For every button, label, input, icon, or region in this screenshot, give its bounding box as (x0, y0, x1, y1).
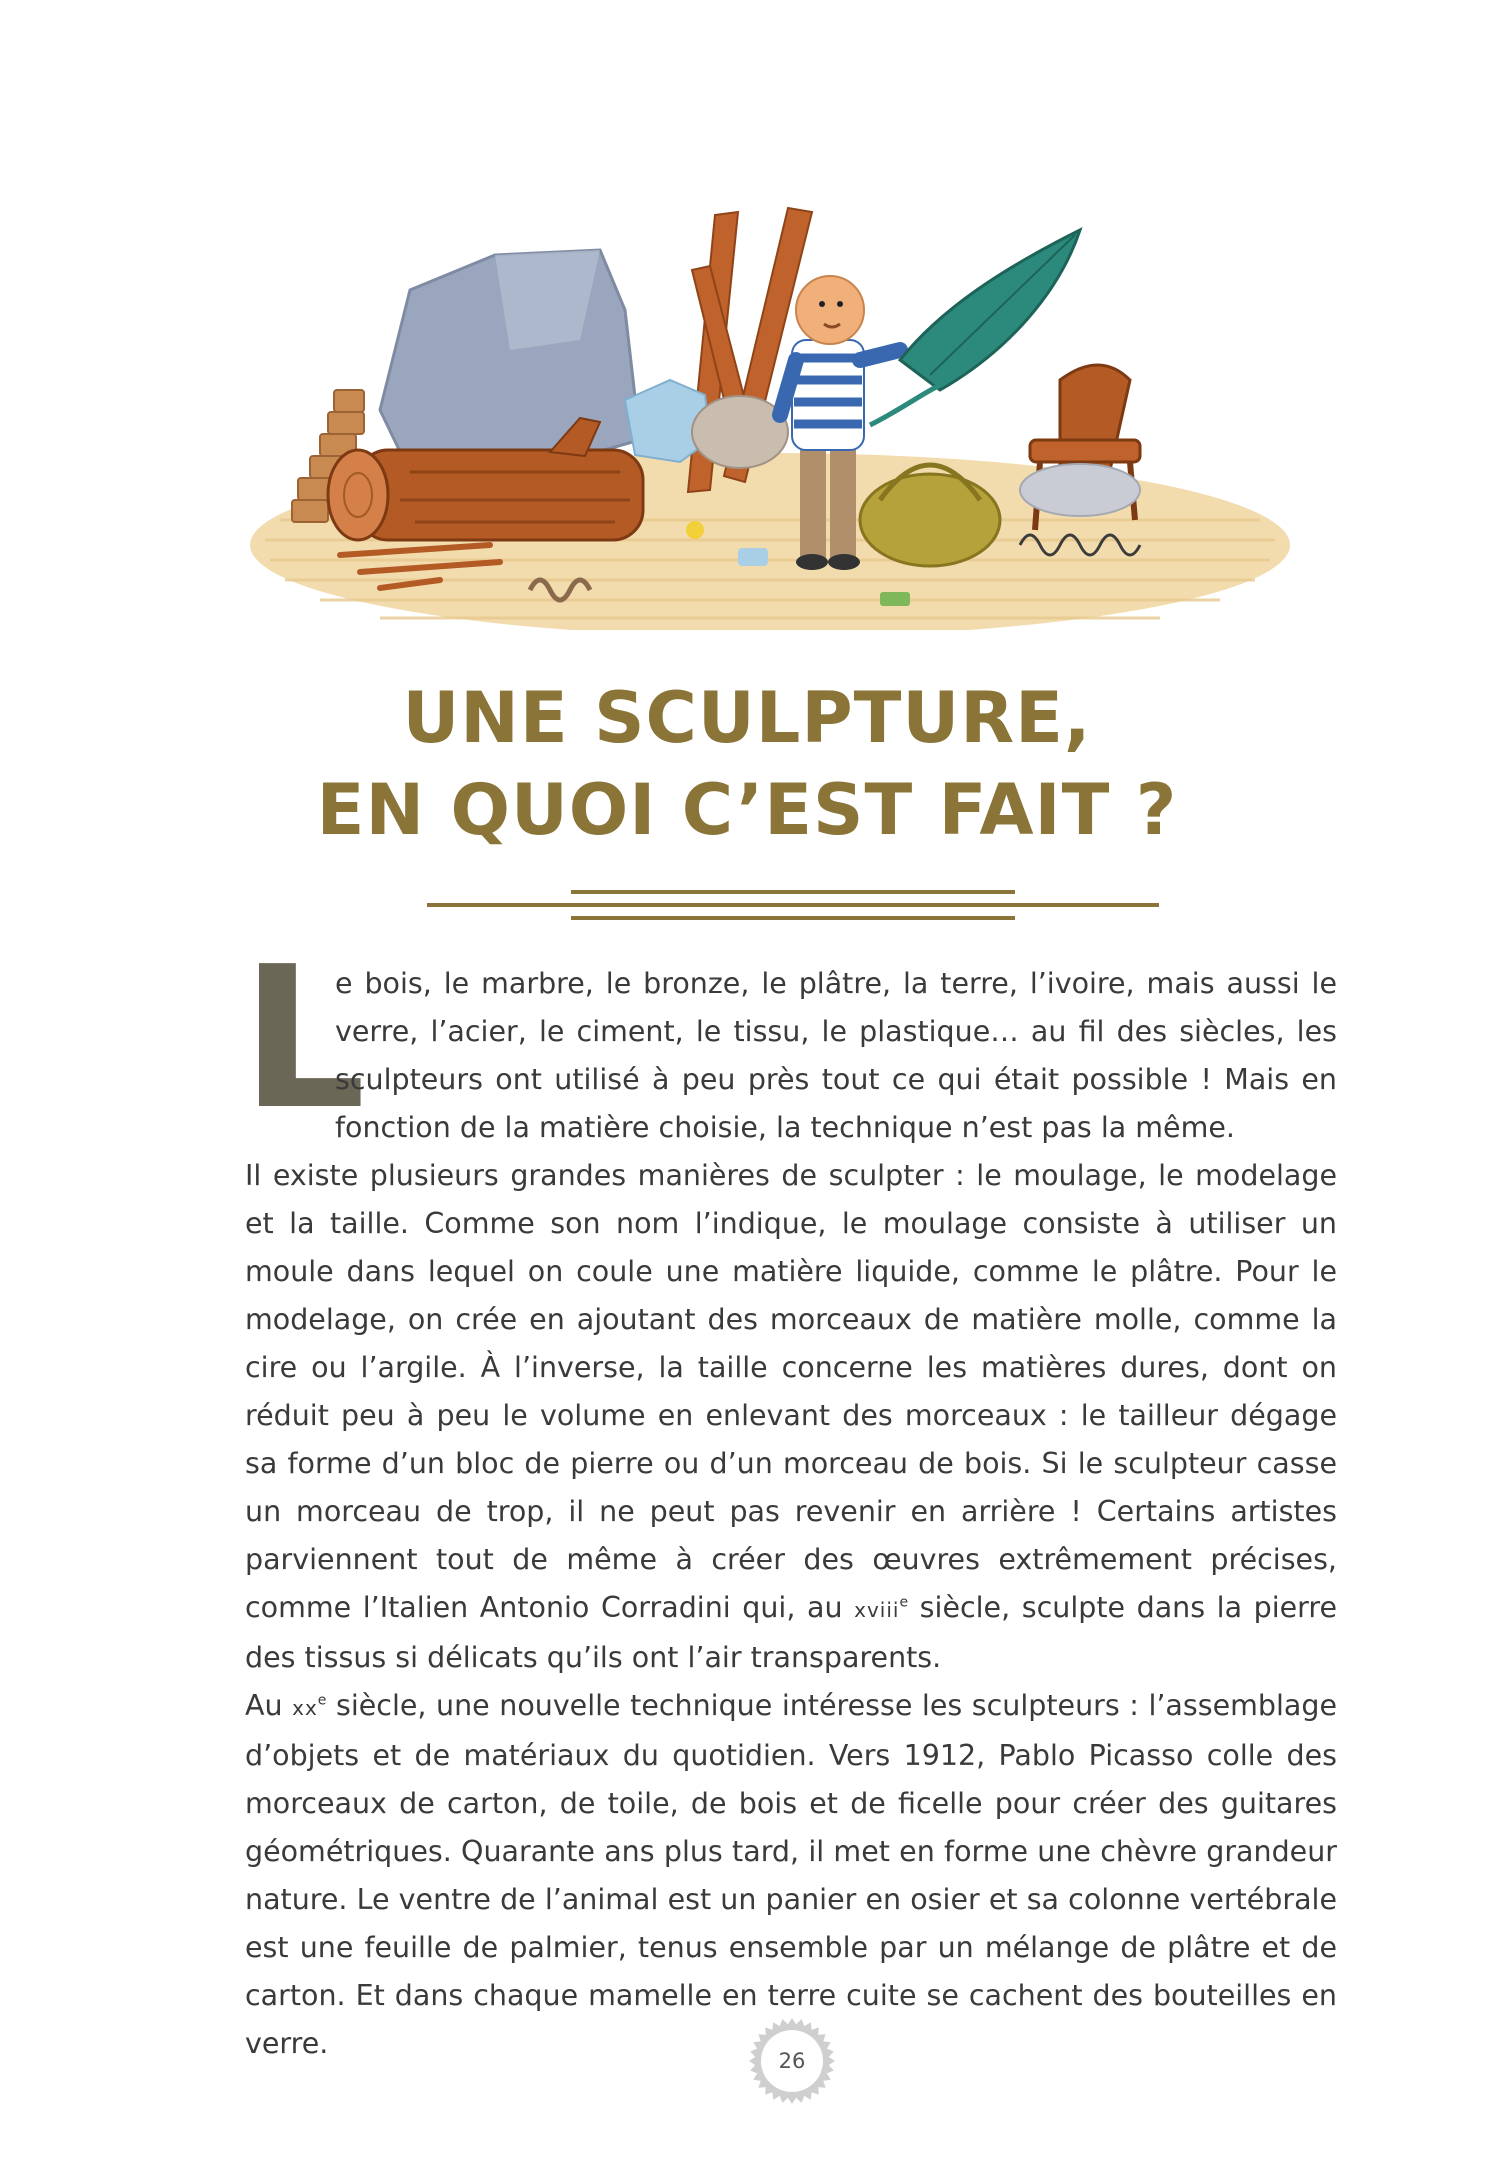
ordinal-suffix: e (899, 1594, 909, 1611)
paragraph-2-text-b: siècle, sculpte dans la pierre des tissus si délicats qu’ils ont l’air transparents. (245, 1591, 1338, 1674)
drop-cap: L (241, 925, 366, 1153)
paragraph-3-lead: Au (245, 1689, 283, 1722)
palm-leaf (900, 230, 1080, 390)
paragraph-1-text: e bois, le marbre, le bronze, le plâtre, la terre, l’ivoire, mais aussi le verre, l’acier, le ciment, le tissu, le plastique… au fil des siècles, les sculpteurs ont utilisé à peu près tout ce qui était possible ! Mais en fonction de la matière choisie, la technique n’est pas la même. (335, 967, 1337, 1144)
title-line-1: UNE SCULPTURE, (402, 677, 1092, 759)
paragraph-3-text: siècle, une nouvelle technique intéresse les sculpteurs : l’assemblage d’objets et de matériaux du quotidien. Vers 1912, Pablo Picasso colle des morceaux de carton, de toile, de bois et de ficelle pour créer des guitares géométriques. Quarante ans plus tard, il met en forme une chèvre grandeur nature. Le ventre de l’animal est un panier en osier et sa colonne vertébrale est une feuille de palmier, tenus ensemble par un mélange de plâtre et de carton. Et dans chaque mamelle en terre cuite se cachent des bouteilles en verre. (245, 1689, 1337, 2060)
paragraph-1 (241, 925, 1337, 1153)
ordinal-suffix: e (317, 1692, 327, 1709)
wicker-basket (860, 474, 1000, 566)
grey-stones (1020, 464, 1140, 516)
paragraph-2-text-a: Il existe plusieurs grandes manières de sculpter : le moulage, le modelage et la taille. Comme son nom l’indique, le moulage consiste à utiliser un moule dans lequel on coule une matière liquide, comme le plâtre. Pour le modelage, on crée en ajoutant des morceaux de matière molle, comme la cire ou l’argile. À l’inverse, la taille concerne les matières dures, dont on réduit peu à peu le volume en enlevant des morceaux : le tailleur dégage sa forme d’un bloc de pierre ou d’un morceau de bois. Si le sculpteur casse un morceau de trop, il ne peut pas revenir en arrière ! Certains artistes parviennent tout de même à créer des œuvres extrêmement précises, comme l’Italien Antonio Corradini qui, au (245, 1159, 1337, 1624)
page-title (0, 672, 1494, 856)
page-number: 26 (778, 2049, 806, 2073)
title-divider-bottom (571, 916, 1015, 920)
paragraph-2 (245, 1152, 1337, 1682)
title-divider-middle (427, 903, 1159, 907)
century-numeral: xviii (854, 1598, 900, 1622)
century-numeral: xx (292, 1696, 318, 1720)
title-line-2: EN QUOI C’EST FAIT ? (316, 769, 1178, 851)
paragraph-3 (245, 1682, 1337, 2068)
sculptor-studio-illustration (240, 200, 1300, 630)
title-divider-top (571, 890, 1015, 894)
article-body (241, 925, 1338, 2068)
rock (692, 396, 788, 468)
